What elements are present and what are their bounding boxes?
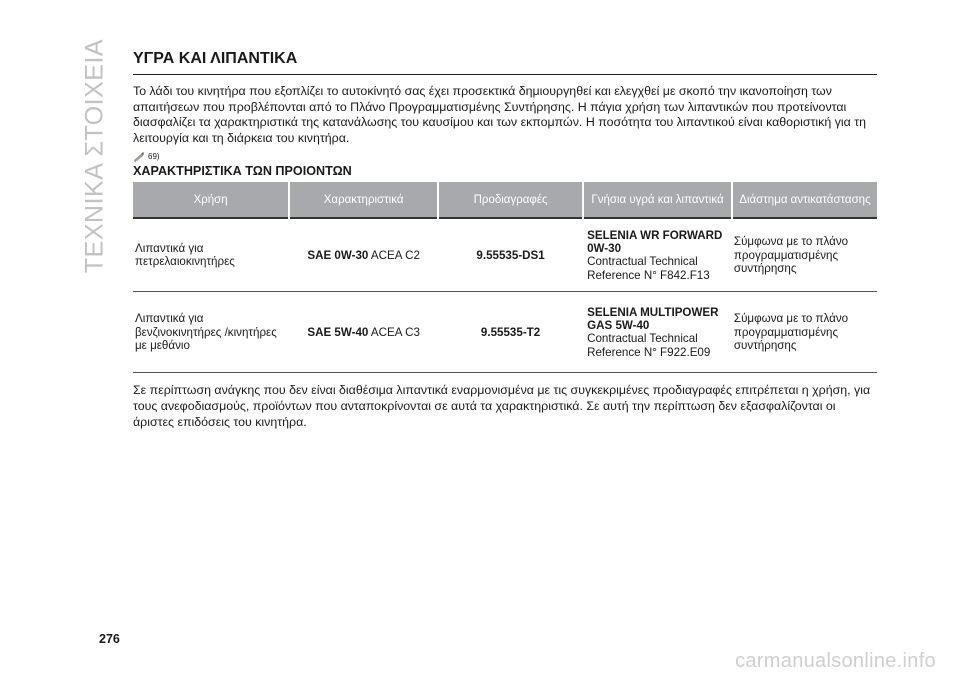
intro-paragraph: Το λάδι του κινητήρα που εξοπλίζει το αυτοκίνητό σας έχει προσεκτικά δημιουργηθεί και ελεγχθεί με σκοπό την ικανοποίηση των απαιτήσεων που προβλέπονται από το Πλάνο Προγραμματισμένης Συντήρησης. Η πάγια χρήση των λιπαντικών που προτείνονται διασφαλίζει τα χαρακτηριστικά της κατανάλωσης του καυσίμου και των εκπομπών. Η ποσότητα του λιπαντικού είναι καθοριστική για τη λειτουργία και τη διάρκεια του κινητήρα. — [133, 84, 867, 145]
acea-class: ACEA C2 — [368, 248, 420, 262]
product-reference: Contractual Technical Reference N° F922.E09 — [587, 332, 711, 359]
cell-interval: Σύμφωνα με το πλάνο προγραμματισμένης συντήρησης — [733, 312, 849, 353]
oil-can-icon — [133, 151, 145, 162]
cell-product — [583, 218, 732, 292]
cell-specification — [438, 218, 583, 292]
page-number: 276 — [99, 632, 120, 646]
section-title: ΥΓΡΑ ΚΑΙ ΛΙΠΑΝΤΙΚΑ — [133, 50, 877, 75]
table-row — [133, 292, 877, 373]
cell-specification — [438, 292, 583, 373]
specification-code: 9.55535-DS1 — [476, 248, 545, 262]
product-name: SELENIA WR FORWARD 0W-30 — [587, 228, 723, 255]
acea-class: ACEA C3 — [368, 325, 420, 339]
note-paragraph: Σε περίπτωση ανάγκης που δεν είναι διαθέσιμα λιπαντικά εναρμονισμένα με τις συγκεκριμένες προδιαγραφές επιτρέπεται η χρήση, για τους ανεφοδιασμούς, προϊόντων που ανταποκρίνονται σε αυτά τα χαρακτηριστικά. Σε αυτή την περίπτωση δεν εξασφαλίζονται οι άριστες επιδόσεις του κινητήρα. — [133, 383, 871, 429]
cell-use: Λιπαντικά για πετρελαιοκινητήρες — [135, 241, 235, 269]
header-use: Χρήση — [133, 182, 289, 218]
reference-number: 69) — [148, 151, 160, 161]
cell-use: Λιπαντικά για βενζινοκινητήρες /κινητήρες με μεθάνιο — [135, 312, 277, 353]
header-specifications: Προδιαγραφές — [438, 182, 583, 218]
specification-code: 9.55535-T2 — [480, 325, 541, 339]
watermark: carmanualsonline.info — [735, 650, 936, 672]
products-table — [133, 182, 877, 373]
table-title: ΧΑΡΑΚΤΗΡΙΣΤΙΚΑ ΤΩΝ ΠΡΟΙΟΝΤΩΝ — [133, 164, 352, 179]
cell-interval: Σύμφωνα με το πλάνο προγραμματισμένης συντήρησης — [733, 235, 849, 276]
reference-marker — [133, 150, 877, 162]
cell-product — [583, 292, 732, 373]
sae-grade: SAE 0W-30 — [307, 248, 369, 262]
header-genuine-products: Γνήσια υγρά και λιπαντικά — [583, 182, 732, 218]
page-content — [133, 50, 877, 430]
side-section-title-text: ΤΕΧΝΙΚΑ ΣΤΟΙΧΕΙΑ — [80, 38, 109, 273]
header-characteristics: Χαρακτηριστικά — [289, 182, 438, 218]
sae-grade: SAE 5W-40 — [307, 325, 369, 339]
table-row — [133, 218, 877, 292]
side-section-title — [80, 38, 110, 273]
product-reference: Contractual Technical Reference N° F842.F13 — [587, 255, 710, 282]
product-name: SELENIA MULTIPOWER GAS 5W-40 — [587, 305, 719, 332]
table-header-row — [133, 182, 877, 218]
cell-characteristics — [289, 292, 438, 373]
cell-characteristics — [289, 218, 438, 292]
header-change-interval: Διάστημα αντικατάστασης — [732, 182, 877, 218]
